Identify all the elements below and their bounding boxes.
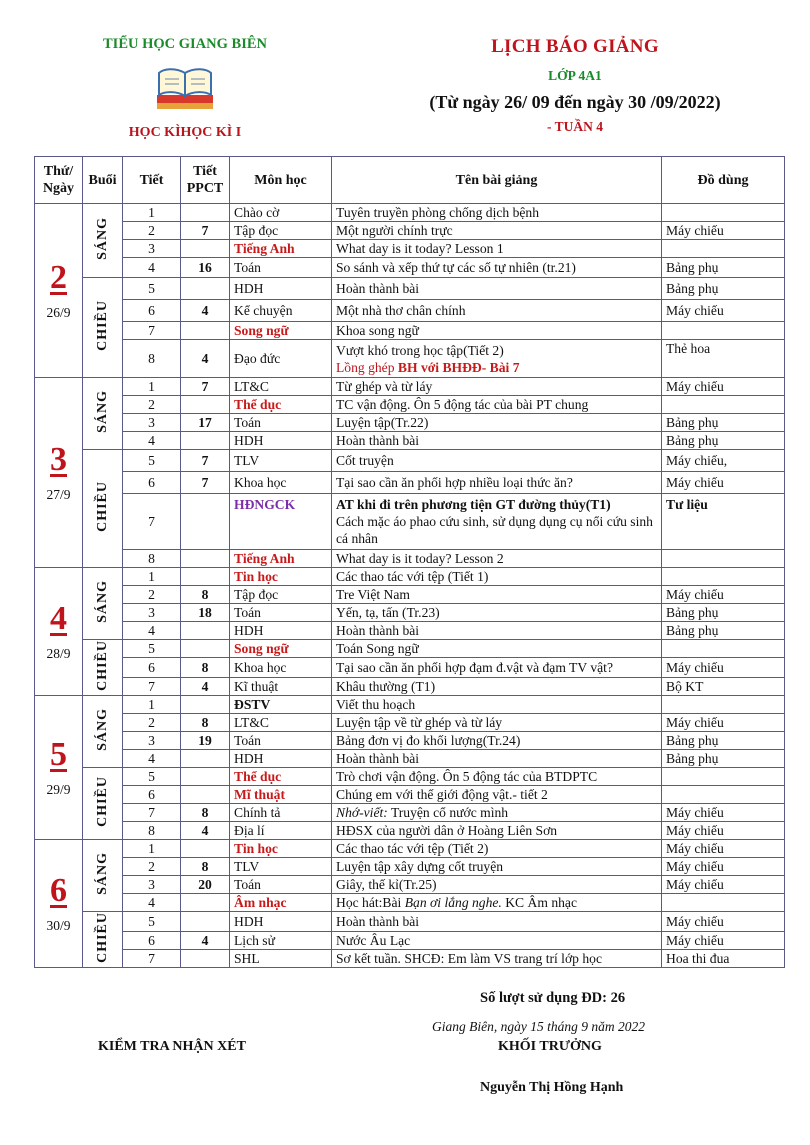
period-cell: 2 [123,586,181,604]
tool-cell [662,568,785,586]
subject-cell: Toán [230,876,332,894]
period-cell: 4 [123,432,181,450]
subject-cell: Kĩ thuật [230,678,332,696]
ppct-cell: 16 [181,258,230,278]
subject-cell: Toán [230,414,332,432]
table-row [35,494,785,550]
lesson-cell: What day is it today? Lesson 1 [332,240,662,258]
tool-cell: Máy chiếu [662,912,785,932]
table-row [35,300,785,322]
session-label: CHIỀU [95,640,110,691]
tool-cell: Máy chiếu [662,472,785,494]
table-row [35,786,785,804]
check-label: KIỂM TRA NHẬN XÉT [98,1039,246,1054]
term-label: HỌC KÌHỌC KÌ I [128,125,242,140]
session-label: SÁNG [95,708,110,751]
subject-cell: HDH [230,912,332,932]
subject-cell: Lịch sử [230,932,332,950]
period-cell: 6 [123,472,181,494]
usage-count: Số lượt sử dụng ĐD: 26 [480,990,626,1006]
lesson-integration [336,359,657,376]
schedule-body [35,204,785,968]
table-row [35,340,785,378]
session-label: SÁNG [95,390,110,433]
lesson-extra: BH với BHĐĐ- Bài 7 [397,359,520,375]
table-row [35,278,785,300]
lesson-cell: Tại sao cần ăn phối hợp nhiều loại thức ăn? [332,472,662,494]
period-cell: 6 [123,786,181,804]
lesson-cell: Tre Việt Nam [332,586,662,604]
table-row [35,894,785,912]
subject-cell: Toán [230,258,332,278]
table-row [35,750,785,768]
subject-cell: Chào cờ [230,204,332,222]
subject-cell: Địa lí [230,822,332,840]
subject-cell: HDH [230,622,332,640]
table-row [35,678,785,696]
period-cell: 5 [123,450,181,472]
ppct-cell [181,432,230,450]
tool-cell: Bảng phụ [662,622,785,640]
subject-cell: Tiếng Anh [230,240,332,258]
ppct-cell: 7 [181,450,230,472]
period-cell: 2 [123,222,181,240]
period-cell: 8 [123,340,181,378]
tool-cell: Bảng phụ [662,258,785,278]
school-block [60,36,310,141]
lesson-cell: Một nhà thơ chân chính [332,300,662,322]
subject-cell: Tập đọc [230,222,332,240]
subject-cell: Khoa học [230,658,332,678]
lesson-cell [332,894,662,912]
ppct-cell: 8 [181,714,230,732]
session-label: CHIỀU [95,912,110,963]
ppct-cell [181,750,230,768]
table-row [35,858,785,876]
tool-cell: Máy chiếu [662,858,785,876]
table-row [35,876,785,894]
tool-cell [662,786,785,804]
day-number: 2 [50,259,67,296]
col-period: Tiết [123,157,181,204]
ppct-cell: 7 [181,222,230,240]
subject-cell: Đạo đức [230,340,332,378]
table-row [35,732,785,750]
lesson-cell [332,494,662,550]
day-date: 26/9 [46,305,71,320]
lesson-cell: Từ ghép và từ láy [332,378,662,396]
day-cell [35,204,83,378]
place-date: Giang Biên, ngày 15 tháng 9 năm 2022 [432,1019,645,1034]
lesson-cell: Khoa song ngữ [332,322,662,340]
lesson-cell [332,340,662,378]
page-title: LỊCH BÁO GIẢNG [491,36,659,57]
subject-cell: Kể chuyện [230,300,332,322]
period-cell: 7 [123,322,181,340]
lesson-text: AT khi đi trên phương tiện GT đường thủy(T1) [336,497,611,512]
lesson-cell: Tại sao cần ăn phối hợp đạm đ.vật và đạm TV vật? [332,658,662,678]
period-cell: 1 [123,696,181,714]
ppct-cell: 8 [181,858,230,876]
day-number: 3 [50,441,67,478]
tool-cell: Máy chiếu [662,658,785,678]
table-row [35,414,785,432]
table-row [35,950,785,968]
session-label: CHIỀU [95,481,110,532]
period-cell: 5 [123,640,181,658]
period-cell: 2 [123,396,181,414]
session-afternoon [83,450,123,568]
lesson-cell [332,804,662,822]
subject-cell: HDH [230,278,332,300]
tool-cell: Hoa thi đua [662,950,785,968]
session-afternoon [83,912,123,968]
period-cell: 3 [123,876,181,894]
table-row [35,568,785,586]
tool-cell [662,550,785,568]
week-label: - TUẦN 4 [546,119,603,134]
table-row [35,258,785,278]
ppct-cell [181,622,230,640]
period-cell: 1 [123,204,181,222]
ppct-cell [181,494,230,550]
subject-cell: SHL [230,950,332,968]
tool-cell: Máy chiếu [662,714,785,732]
subject-cell: Mĩ thuật [230,786,332,804]
ppct-cell [181,950,230,968]
ppct-cell [181,278,230,300]
tool-cell: Máy chiếu [662,586,785,604]
tool-cell: Máy chiếu [662,876,785,894]
lesson-cell: Một người chính trực [332,222,662,240]
period-cell: 3 [123,414,181,432]
ppct-cell [181,322,230,340]
tool-cell: Bảng phụ [662,732,785,750]
subject-cell: HĐNGCK [230,494,332,550]
signer-name: Nguyễn Thị Hồng Hạnh [480,1080,624,1095]
subject-cell: Tập đọc [230,586,332,604]
tool-cell: Bảng phụ [662,278,785,300]
ppct-cell [181,768,230,786]
tool-cell: Máy chiếu [662,932,785,950]
lesson-cell: Luyện tập xây dựng cốt truyện [332,858,662,876]
table-row [35,932,785,950]
col-ppct: Tiết PPCT [181,157,230,204]
ppct-cell [181,204,230,222]
ppct-cell [181,396,230,414]
col-day: Thứ/ Ngày [35,157,83,204]
lesson-cell: Nước Âu Lạc [332,932,662,950]
ppct-cell: 4 [181,822,230,840]
session-morning [83,204,123,278]
lesson-text: Vượt khó trong học tập(Tiết 2) [336,342,504,358]
table-row [35,714,785,732]
lesson-cell: Hoàn thành bài [332,750,662,768]
ppct-cell: 7 [181,472,230,494]
lesson-cell: Hoàn thành bài [332,432,662,450]
subject-cell: Toán [230,604,332,622]
book-icon [153,65,217,111]
day-cell [35,840,83,968]
session-label: CHIỀU [95,300,110,351]
subject-cell: Thể dục [230,768,332,786]
table-row [35,586,785,604]
table-row [35,432,785,450]
table-row [35,658,785,678]
tool-cell [662,240,785,258]
period-cell: 8 [123,550,181,568]
session-label: SÁNG [95,217,110,260]
day-cell [35,568,83,696]
period-cell: 4 [123,622,181,640]
table-row [35,472,785,494]
ppct-cell: 7 [181,378,230,396]
tool-cell: Máy chiếu [662,300,785,322]
table-row [35,550,785,568]
lesson-cell: Khâu thường (T1) [332,678,662,696]
subject-cell: Song ngữ [230,640,332,658]
session-morning [83,378,123,450]
subject-cell: Chính tả [230,804,332,822]
subject-cell: Toán [230,732,332,750]
subject-cell: LT&C [230,378,332,396]
tool-cell: Bảng phụ [662,414,785,432]
tool-cell: Bảng phụ [662,750,785,768]
period-cell: 6 [123,658,181,678]
lesson-italic: Nhớ-viết: [336,805,388,820]
table-row [35,840,785,858]
period-cell: 5 [123,912,181,932]
day-number: 5 [50,736,67,773]
ppct-cell: 8 [181,586,230,604]
tool-cell: Thẻ hoa [662,340,785,378]
tool-cell: Bảng phụ [662,604,785,622]
lesson-cell: Bảng đơn vị đo khối lượng(Tr.24) [332,732,662,750]
subject-cell: TLV [230,450,332,472]
period-cell: 7 [123,494,181,550]
day-number: 6 [50,872,67,909]
lesson-cell: TC vận động. Ôn 5 động tác của bài PT chung [332,396,662,414]
subject-cell: TLV [230,858,332,876]
lesson-cell: Hoàn thành bài [332,622,662,640]
date-range: (Từ ngày 26/ 09 đến ngày 30 /09/2022) [429,92,721,112]
table-row [35,396,785,414]
lesson-cell: Sơ kết tuần. SHCĐ: Em làm VS trang trí lớp học [332,950,662,968]
ppct-cell: 4 [181,678,230,696]
lesson-cell: Luyện tập về từ ghép và từ láy [332,714,662,732]
ppct-cell [181,568,230,586]
session-afternoon [83,278,123,378]
ppct-cell [181,550,230,568]
lesson-cell: Các thao tác với tệp (Tiết 1) [332,568,662,586]
period-cell: 1 [123,840,181,858]
tool-cell [662,396,785,414]
lesson-cell: Hoàn thành bài [332,912,662,932]
subject-cell: HDH [230,432,332,450]
lesson-cell: Các thao tác với tệp (Tiết 2) [332,840,662,858]
tool-cell: Bảng phụ [662,432,785,450]
table-row [35,622,785,640]
table-row [35,768,785,786]
session-afternoon [83,768,123,840]
session-morning [83,696,123,768]
ppct-cell: 8 [181,804,230,822]
subject-cell: HDH [230,750,332,768]
period-cell: 5 [123,278,181,300]
ppct-cell: 8 [181,658,230,678]
ppct-cell [181,640,230,658]
school-name: TIỂU HỌC GIANG BIÊN [103,36,267,52]
lesson-cell: Cốt truyện [332,450,662,472]
period-cell: 4 [123,894,181,912]
table-row [35,822,785,840]
lesson-cell: Tuyên truyền phòng chống dịch bệnh [332,204,662,222]
subject-cell: Khoa học [230,472,332,494]
ppct-cell: 18 [181,604,230,622]
day-date: 29/9 [46,782,71,797]
col-tools: Đồ dùng [662,157,785,204]
period-cell: 1 [123,378,181,396]
period-cell: 4 [123,258,181,278]
session-afternoon [83,640,123,696]
period-cell: 7 [123,804,181,822]
period-cell: 7 [123,678,181,696]
tool-cell: Tư liệu [662,494,785,550]
ppct-cell: 4 [181,340,230,378]
lesson-cell: So sánh và xếp thứ tự các số tự nhiên (tr.21) [332,258,662,278]
table-row [35,450,785,472]
ppct-cell [181,786,230,804]
schedule-table [34,156,785,968]
col-session: Buổi [83,157,123,204]
period-cell: 1 [123,568,181,586]
lesson-prefix: Lồng ghép [336,359,398,375]
lesson-cell: Hoàn thành bài [332,278,662,300]
tool-cell: Máy chiếu [662,840,785,858]
head-label: KHỐI TRƯỞNG [498,1039,602,1054]
day-cell [35,696,83,840]
subject-cell: Tin học [230,840,332,858]
ppct-cell: 4 [181,932,230,950]
table-row [35,804,785,822]
lesson-cell: What day is it today? Lesson 2 [332,550,662,568]
period-cell: 4 [123,750,181,768]
table-row [35,204,785,222]
period-cell: 7 [123,950,181,968]
table-row [35,322,785,340]
lesson-cell: Toán Song ngữ [332,640,662,658]
tool-cell [662,696,785,714]
lesson-text: Truyện cổ nước mình [387,805,509,820]
lesson-cell: Luyện tập(Tr.22) [332,414,662,432]
table-row [35,604,785,622]
period-cell: 6 [123,932,181,950]
lesson-cell: Viết thu hoạch [332,696,662,714]
tool-cell: Máy chiếu [662,804,785,822]
table-row [35,640,785,658]
lesson-cell: Chúng em với thế giới động vật.- tiết 2 [332,786,662,804]
subject-cell: LT&C [230,714,332,732]
lesson-italic: Bạn ơi lắng nghe. [404,895,502,910]
tool-cell: Máy chiếu [662,378,785,396]
period-cell: 2 [123,714,181,732]
subject-cell: Âm nhạc [230,894,332,912]
lesson-cell: HĐSX của người dân ở Hoàng Liên Sơn [332,822,662,840]
col-subject: Môn học [230,157,332,204]
tool-cell: Máy chiếu, [662,450,785,472]
tool-cell [662,894,785,912]
table-row [35,222,785,240]
lesson-cell: Trò chơi vận động. Ôn 5 động tác của BTDPTC [332,768,662,786]
table-header-row [35,157,785,204]
col-lesson: Tên bài giảng [332,157,662,204]
tool-cell [662,768,785,786]
period-cell: 5 [123,768,181,786]
session-label: CHIỀU [95,776,110,827]
tool-cell: Máy chiếu [662,822,785,840]
period-cell: 3 [123,604,181,622]
tool-cell: Bộ KT [662,678,785,696]
ppct-cell [181,894,230,912]
session-label: SÁNG [95,852,110,895]
session-morning [83,568,123,640]
period-cell: 6 [123,300,181,322]
ppct-cell [181,696,230,714]
subject-cell: ĐSTV [230,696,332,714]
table-row [35,912,785,932]
lesson-text: Học hát:Bài [336,895,405,910]
ppct-cell: 17 [181,414,230,432]
class-label: LỚP 4A1 [548,68,602,83]
session-label: SÁNG [95,580,110,623]
period-cell: 3 [123,732,181,750]
day-date: 28/9 [46,646,71,661]
ppct-cell: 20 [181,876,230,894]
period-cell: 3 [123,240,181,258]
table-row [35,240,785,258]
day-date: 27/9 [46,487,71,502]
lesson-cell: Giây, thế kỉ(Tr.25) [332,876,662,894]
tool-cell [662,640,785,658]
day-cell [35,378,83,568]
period-cell: 2 [123,858,181,876]
period-cell: 8 [123,822,181,840]
session-morning [83,840,123,912]
ppct-cell: 4 [181,300,230,322]
ppct-cell [181,240,230,258]
tool-cell [662,204,785,222]
subject-cell: Tin học [230,568,332,586]
subject-cell: Tiếng Anh [230,550,332,568]
lesson-cell: Yến, tạ, tấn (Tr.23) [332,604,662,622]
ppct-cell: 19 [181,732,230,750]
ppct-cell [181,912,230,932]
subject-cell: Song ngữ [230,322,332,340]
subject-cell: Thể dục [230,396,332,414]
tool-cell: Máy chiếu [662,222,785,240]
ppct-cell [181,840,230,858]
title-block [370,36,780,135]
tool-cell [662,322,785,340]
lesson-after: KC Âm nhạc [501,895,577,910]
day-date: 30/9 [46,918,71,933]
lesson-extra: Cách mặc áo phao cứu sinh, sử dụng dụng cụ nổi cứu sinh cá nhân [336,514,653,546]
table-row [35,378,785,396]
day-number: 4 [50,600,67,637]
table-row [35,696,785,714]
